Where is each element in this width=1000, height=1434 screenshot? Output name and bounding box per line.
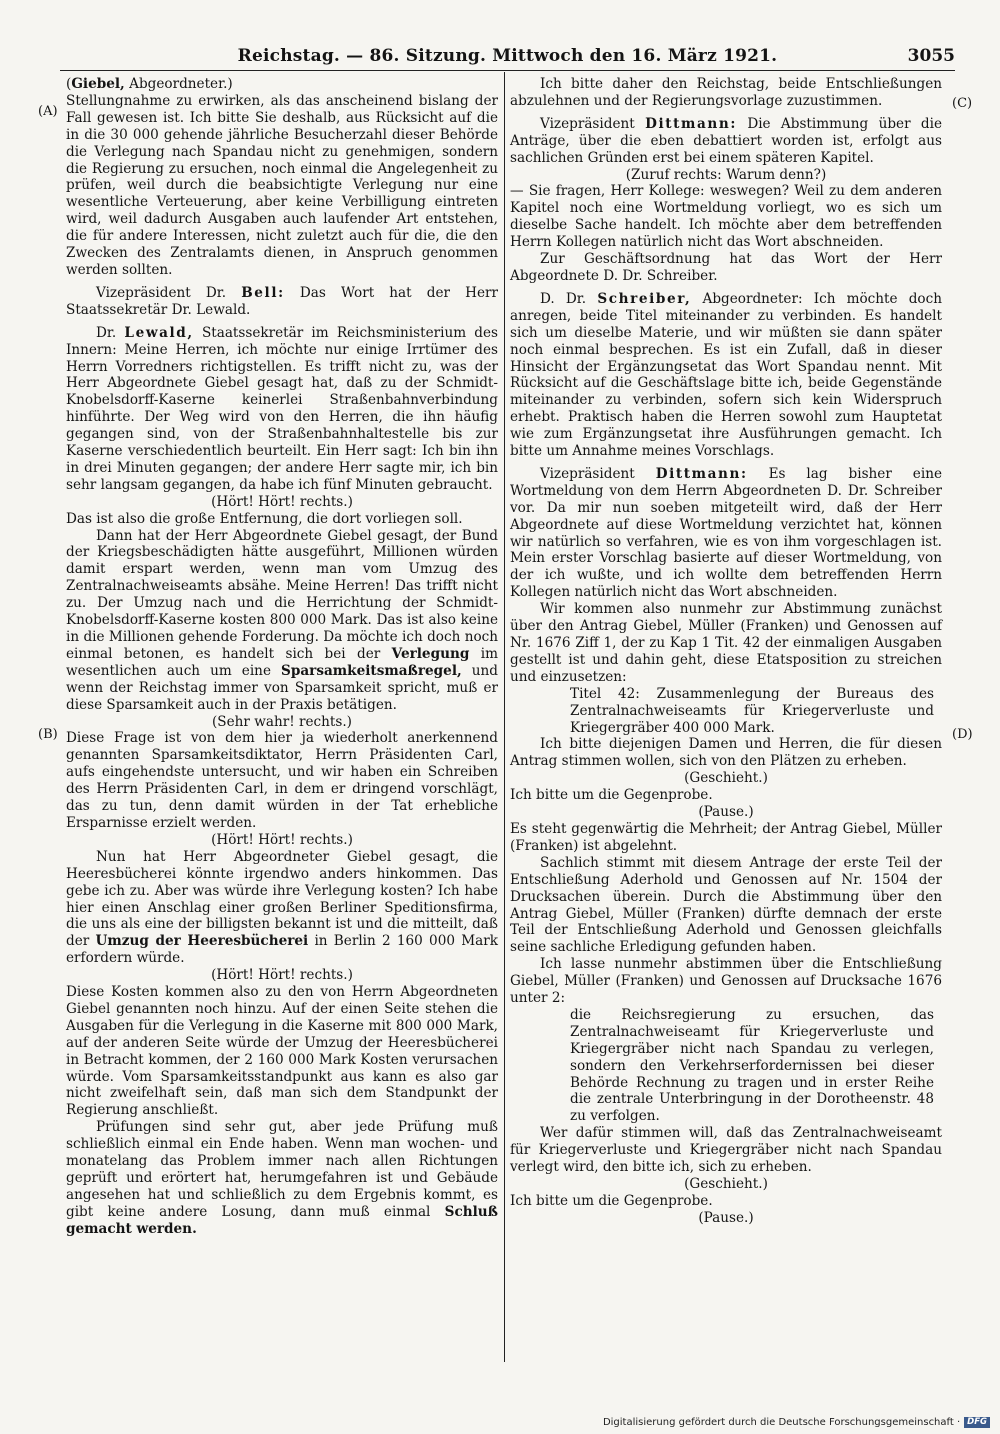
emphasis: Sparsamkeitsmaßregel, bbox=[281, 662, 462, 679]
paragraph: Dann hat der Herr Abgeordnete Giebel gesagt, der Bund der Kriegsbeschädigten hätte ausgeführt, Millionen würden damit erspart werden, wenn man vom Umzug des Zentralnachweiseamts absähe. Meine Herren! Das trifft nicht zu. Der Umzug nach und die Herrichtung der Schmidt-Knobelsdorff-Kaserne kosten 800 000 Mark. Das ist also keine in die Millionen gehende Forderung. Da möchte ich doch noch einmal betonen, es handelt sich bei der Verlegung im wesentlichen auch um eine Sparsamkeitsmaßregel, und wenn der Reichstag immer von Sparsamkeit spricht, muß er diese Sparsamkeit auch in der Praxis betätigen. bbox=[66, 527, 498, 713]
footer-credit bbox=[603, 1417, 990, 1428]
interjection: (Hört! Hört! rechts.) bbox=[211, 967, 353, 984]
speaker-paragraph: Vizepräsident Dr. Bell: Das Wort hat der Herr Staatssekretär Dr. Lewald. bbox=[66, 284, 499, 318]
speaker-paragraph: Vizepräsident Dittmann: Die Abstimmung über die Anträge, über die eben debattiert worden ist, erfolgt aus sachlichen Gründen erst bei einem späteren Kapitel. bbox=[510, 115, 942, 166]
paragraph: Ich bitte diejenigen Damen und Herren, die für diesen Antrag stimmen wollen, sich von den Plätzen zu erheben. bbox=[510, 736, 942, 770]
speaker-name: Lewald, bbox=[124, 324, 194, 341]
interjection: (Zuruf rechts: Warum denn?) bbox=[625, 166, 827, 183]
paragraph: Nun hat Herr Abgeordneter Giebel gesagt, die Heeresbücherei könnte irgendwo anders hinkommen. Das gebe ich zu. Aber was würde ihre Verlegung kosten? Ich habe hier einen Anschlag einer großen Berliner Speditionsfirma, die uns als eine der billigsten bekannt ist und die mitteilt, daß der Umzug der Heeresbücherei in Berlin 2 160 000 Mark erfordern würde. bbox=[66, 848, 498, 967]
speaker-paragraph: Vizepräsident Dittmann: Es lag bisher eine Wortmeldung von dem Herrn Abgeordneten D. Dr. Schreiber vor. Da mir nun soeben mitgeteilt wird, daß der Herr Abgeordnete auf diese Wortmeldung verzichtet hat, können wir natürlich so verfahren, wie es von ihm vorgeschlagen ist. Mein erster Vorschlag basierte auf dieser Wortmeldung, von der ich wußte, und ich wollte dem betreffenden Herrn Kollegen natürlich nicht das Wort abschneiden. bbox=[510, 465, 942, 601]
paragraph: Prüfungen sind sehr gut, aber jede Prüfung muß schließlich einmal ein Ende haben. Wenn man wochen- und monatelang das Problem immer nach allen Richtungen geprüft und erörtert hat, herumgefahren ist und Gebäude angesehen hat und schließlich zu dem Ergebnis kommt, es gibt keine andere Losung, dann muß einmal Schluß gemacht werden. bbox=[66, 1119, 498, 1237]
motion-quote: Titel 42: Zusammenlegung der Bureaus des Zentralnachweiseamts für Kriegerverluste und Kriegergräber 400 000 Mark. bbox=[570, 685, 934, 736]
speaker-continuation: (Giebel, Abgeordneter.) bbox=[66, 76, 233, 92]
interjection: (Pause.) bbox=[698, 1209, 754, 1226]
footer-text: Digitalisierung gefördert durch die Deutsche Forschungsgemeinschaft · bbox=[602, 1417, 961, 1428]
right-column bbox=[510, 76, 942, 1227]
speaker-paragraph: Dr. Lewald, Staatssekretär im Reichsministerium des Innern: Meine Herren, ich möchte nur einige Irrtümer des Herrn Vorredners richtigstellen. Es trifft nicht zu, was der Herr Abgeordnete Giebel gesagt hat, daß zu der Schmidt-Knobelsdorff-Kaserne keinerlei Straßenbahnverbindung hinführte. Der Weg wird von den Herren, die ihn häufig gegangen sind, von der Straßenbahnhaltestelle bis zur Kaserne verschiedentlich beurteilt. Ein Herr sagt: Ich bin ihn in drei Minuten gegangen; der andere Herr sagte mir, ich bin sehr langsam gegangen, da habe ich fünf Minuten gebraucht. bbox=[66, 324, 499, 493]
margin-mark-a: (A) bbox=[38, 104, 58, 119]
speaker-name: Dittmann: bbox=[655, 465, 748, 482]
margin-mark-b: (B) bbox=[38, 727, 58, 742]
paragraph: Diese Frage ist von dem hier ja wiederholt anerkennend genannten Sparsamkeitsdiktator, Herrn Präsidenten Carl, aufs eingehendste untersucht, und wir haben ein Schreiben des Herrn Präsidenten Carl, in dem er dringend vorschlägt, das zu tun, denn damit würden in der Tat erhebliche Ersparnisse erzielt werden. bbox=[66, 730, 498, 831]
interjection: (Sehr wahr! rechts.) bbox=[212, 713, 352, 730]
margin-mark-c: (C) bbox=[952, 96, 973, 111]
speaker-name: Schreiber, bbox=[597, 290, 692, 307]
emphasis: Schluß gemacht werden. bbox=[66, 1203, 498, 1237]
paragraph: Es steht gegenwärtig die Mehrheit; der Antrag Giebel, Müller (Franken) ist abgelehnt. bbox=[510, 820, 942, 854]
paragraph: Stellungnahme zu erwirken, als das anscheinend bislang der Fall gewesen ist. Ich bitte Sie deshalb, aus Rücksicht auf die in die 30 000 gehende jährliche Besucherzahl dieser Behörde die Verlegung nach Spandau nicht zu genehmigen, sondern die Regierung zu ersuchen, noch einmal die Angelegenheit zu prüfen, weil durch die beabsichtigte Verlegung nur eine wesentliche Verteuerung, aber keine Verbilligung eintreten wird, weil dadurch Ausgaben auch laufender Art entstehen, die für andere Interessen, nicht zuletzt auch für die, die den Zwecken des Zentralamts dienen, in Anspruch genommen werden sollten. bbox=[66, 92, 498, 278]
interjection: (Geschieht.) bbox=[684, 1176, 768, 1192]
motion-quote: die Reichsregierung zu ersuchen, das Zentralnachweiseamt für Kriegerverluste und Kriegergräber nicht nach Spandau zu verlegen, sondern den Verkehrserfordernissen bei dieser Behörde Rechnung zu tragen und in erster Reihe die zentrale Unterbringung in der Dorotheenstr. 48 zu verfolgen. bbox=[570, 1006, 934, 1125]
speaker-name: Dittmann: bbox=[645, 115, 737, 132]
running-title: Reichstag. — 86. Sitzung. Mittwoch den 16. März 1921. bbox=[237, 46, 778, 66]
emphasis: Verlegung bbox=[391, 645, 470, 662]
speaker-role: Abgeordneter. bbox=[129, 76, 228, 92]
paragraph: Zur Geschäftsordnung hat das Wort der Herr Abgeordnete D. Dr. Schreiber. bbox=[510, 251, 942, 284]
interjection: (Geschieht.) bbox=[684, 770, 768, 787]
interjection: (Hört! Hört! rechts.) bbox=[211, 493, 353, 510]
emphasis: Umzug der Heeresbücherei bbox=[95, 933, 309, 950]
paragraph: Ich bitte um die Gegenprobe. bbox=[510, 787, 713, 804]
paragraph: Diese Kosten kommen also zu den von Herrn Abgeordneten Giebel genannten noch hinzu. Auf der einen Seite stehen die Ausgaben für die Verlegung in die Kaserne mit 800 000 Mark, auf der anderen Seite würde der Umzug der Heeresbücherei in Betracht kommen, der 2 160 000 Mark Kosten verursachen würde. Vom Sparsamkeitsstandpunkt aus kann es also gar nicht zweifelhaft sein, daß man sich dem Standpunkt der Regierung anschließt. bbox=[66, 984, 498, 1119]
page-header bbox=[60, 44, 955, 71]
interjection: (Hört! Hört! rechts.) bbox=[211, 831, 353, 848]
speaker-name: Giebel, bbox=[71, 76, 125, 92]
paragraph: Ich lasse nunmehr abstimmen über die Entschließung Giebel, Müller (Franken) und Genossen auf Drucksache 1676 unter 2: bbox=[510, 956, 942, 1007]
paragraph: Ich bitte daher den Reichstag, beide Entschließungen abzulehnen und der Regierungsvorlage zuzustimmen. bbox=[510, 76, 942, 109]
interjection: (Pause.) bbox=[698, 804, 754, 821]
page-number: 3055 bbox=[907, 46, 955, 66]
paragraph: Wer dafür stimmen will, daß das Zentralnachweiseamt für Kriegerverluste und Kriegergräber nicht nach Spandau verlegt wird, den bitte ich, sich zu erheben. bbox=[510, 1125, 942, 1176]
left-column bbox=[66, 76, 498, 1238]
paragraph: Ich bitte um die Gegenprobe. bbox=[510, 1192, 713, 1209]
paragraph: Das ist also die große Entfernung, die dort vorliegen soll. bbox=[66, 510, 463, 527]
speaker-name: Bell: bbox=[241, 284, 285, 301]
paragraph: Wir kommen also nunmehr zur Abstimmung zunächst über den Antrag Giebel, Müller (Franken) und Genossen auf Nr. 1676 Ziff 1, der zu Kap 1 Tit. 42 der einmaligen Ausgaben gestellt ist und dahin geht, diese Etatsposition zu streichen und einzusetzen: bbox=[510, 601, 942, 685]
paragraph: Sachlich stimmt mit diesem Antrage der erste Teil der Entschließung Aderhold und Genossen auf Nr. 1504 der Drucksachen überein. Durch die Abstimmung über den Antrag Giebel, Müller (Franken) dürfte demnach der erste Teil der Entschließung Aderhold und Genossen gleichfalls seine sachliche Erledigung gefunden haben. bbox=[510, 854, 942, 956]
paragraph: — Sie fragen, Herr Kollege: weswegen? Weil zu dem anderen Kapitel noch eine Wortmeldung vorliegt, wo es sich um dieselbe Sache handelt. Ich möchte aber dem betreffenden Herrn Kollegen natürlich nicht das Wort abschneiden. bbox=[510, 183, 942, 251]
column-divider bbox=[504, 72, 505, 1362]
speaker-paragraph: D. Dr. Schreiber, Abgeordneter: Ich möchte doch anregen, beide Titel miteinander zu verbinden. Es handelt sich um dieselbe Materie, und wir müßten sie dann später noch einmal besprechen. Es ist ein Zufall, daß in dieser Hinsicht der Ergänzungsetat das Wort Spandau nennt. Mit Rücksicht auf die Geschäftslage bitte ich, beide Gegenstände miteinander zu verbinden, sofern sich kein Widerspruch erhebt. Praktisch haben die Herren sowohl zum Hauptetat wie zum Ergänzungsetat ihre Ausführungen gemacht. Ich bitte um Annahme meines Vorschlags. bbox=[510, 290, 942, 460]
margin-mark-d: (D) bbox=[952, 727, 973, 742]
dfg-logo-icon: DFG bbox=[964, 1417, 990, 1428]
